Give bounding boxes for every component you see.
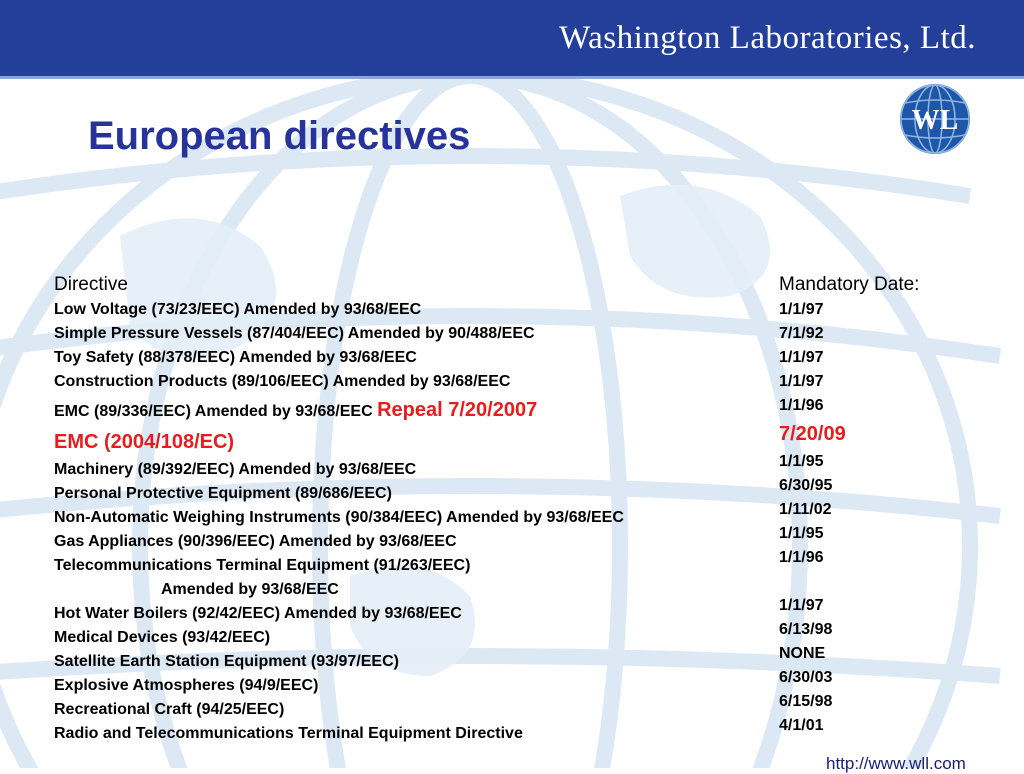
- directive-row: Gas Appliances (90/396/EEC) Amended by 93/68/EEC: [54, 533, 457, 550]
- directive-row: Medical Devices (93/42/EEC): [54, 629, 271, 646]
- directive-header: Directive: [54, 274, 128, 295]
- directive-row: Low Voltage (73/23/EEC) Amended by 93/68/EEC: [54, 301, 422, 318]
- date-cell: 4/1/01: [779, 717, 824, 734]
- footer-url-link[interactable]: http://www.wll.com: [826, 754, 966, 773]
- directive-row: [54, 394, 774, 426]
- date-cell: [779, 570, 999, 594]
- directive-row: Telecommunications Terminal Equipment (91/263/EEC): [54, 557, 471, 574]
- directive-row: Construction Products (89/106/EEC) Amended by 93/68/EEC: [54, 373, 511, 390]
- header-divider: [0, 76, 1024, 79]
- directive-row: Amended by 93/68/EEC: [161, 581, 339, 598]
- directive-row: Satellite Earth Station Equipment (93/97/EEC): [54, 653, 399, 670]
- directive-row: Hot Water Boilers (92/42/EEC) Amended by 93/68/EEC: [54, 605, 462, 622]
- date-cell: 6/15/98: [779, 693, 833, 710]
- directive-row: EMC (2004/108/EC): [54, 431, 235, 453]
- directive-row: Non-Automatic Weighing Instruments (90/384/EEC) Amended by 93/68/EEC: [54, 509, 624, 526]
- company-name: Washington Laboratories, Ltd.: [559, 20, 976, 56]
- date-cell: 1/1/97: [779, 597, 824, 614]
- date-cell: 7/20/09: [779, 423, 846, 445]
- date-cell: 6/13/98: [779, 621, 833, 638]
- date-header: Mandatory Date:: [779, 274, 920, 295]
- logo-text: WL: [911, 105, 959, 136]
- date-cell: 1/1/95: [779, 525, 824, 542]
- directive-row: Recreational Craft (94/25/EEC): [54, 701, 285, 718]
- directive-row: Simple Pressure Vessels (87/404/EEC) Amended by 90/488/EEC: [54, 325, 535, 342]
- date-cell: 1/1/97: [779, 301, 824, 318]
- date-cell: 1/1/96: [779, 549, 824, 566]
- header-bar: [0, 0, 1024, 76]
- date-cell: 1/1/97: [779, 349, 824, 366]
- date-cell: 6/30/03: [779, 669, 833, 686]
- date-cell: 7/1/92: [779, 325, 824, 342]
- date-cell: NONE: [779, 645, 826, 662]
- date-cell: 1/11/02: [779, 501, 832, 518]
- page-title: European directives: [88, 114, 471, 158]
- directive-row: Toy Safety (88/378/EEC) Amended by 93/68/EEC: [54, 349, 417, 366]
- date-cell: 6/30/95: [779, 477, 833, 494]
- directive-row: Explosive Atmospheres (94/9/EEC): [54, 677, 319, 694]
- directive-column: [54, 272, 774, 746]
- directive-row: Radio and Telecommunications Terminal Equipment Directive: [54, 725, 523, 742]
- mandatory-date-column: [779, 272, 999, 738]
- date-cell: 1/1/95: [779, 453, 824, 470]
- wl-globe-logo-icon: [899, 83, 971, 155]
- date-cell: 1/1/97: [779, 373, 824, 390]
- directive-text: EMC (89/336/EEC) Amended by 93/68/EEC: [54, 403, 373, 420]
- repeal-note: Repeal 7/20/2007: [377, 399, 538, 421]
- directive-row: Machinery (89/392/EEC) Amended by 93/68/EEC: [54, 461, 417, 478]
- directive-row: Personal Protective Equipment (89/686/EEC): [54, 485, 392, 502]
- date-cell: 1/1/96: [779, 397, 824, 414]
